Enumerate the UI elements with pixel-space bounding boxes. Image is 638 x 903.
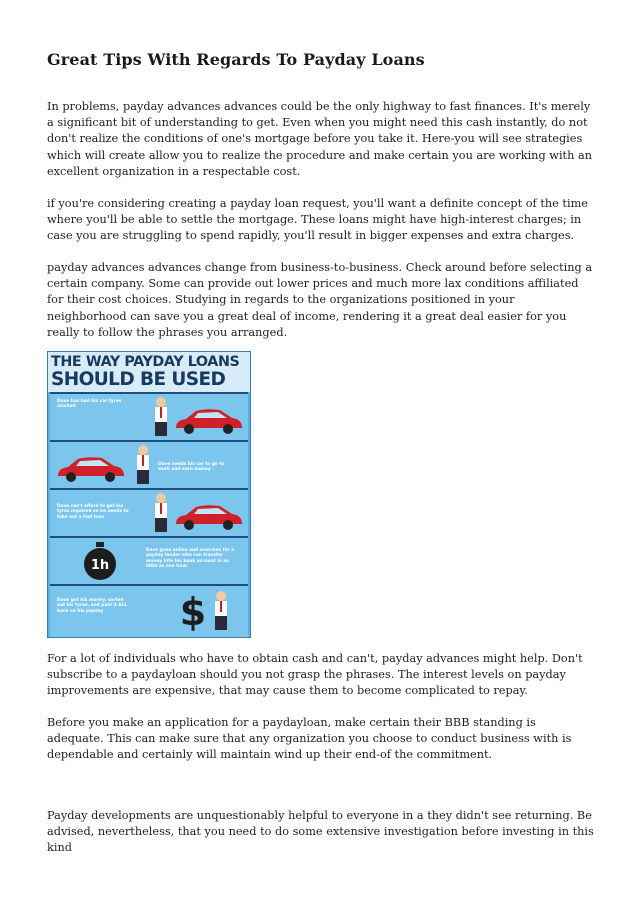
paragraph-5: Before you make an application for a paydayloan, make certain their BBB standing is adequate. This can make sure that any organization you choose to conduct business with is dependable and certainly will maintain wind up their end-of the commitment.	[47, 716, 572, 762]
poster-title-line-2: SHOULD BE USED	[51, 369, 226, 390]
paragraph-4: For a lot of individuals who have to obtain cash and can't, payday advances might help. Don't subscribe to a paydayloan should you not grasp the phrases. The interest levels on payday improvements are expensive, that may cause them to become complicated to repay.	[47, 652, 583, 698]
dollar-sign-icon	[178, 591, 208, 631]
poster-panel-1	[50, 392, 248, 440]
red-car-icon	[54, 454, 128, 484]
man-figure-icon	[210, 590, 232, 632]
stopwatch-icon	[82, 542, 118, 582]
poster-caption-3: Dave can't afford to get his tyres repaired so he needs to take out a fast loan	[57, 504, 129, 520]
man-figure-icon	[150, 492, 172, 534]
clock-label: 1h	[90, 558, 110, 573]
paragraph-2: if you're considering creating a payday loan request, you'll want a definite concept of the time where you'll be able to settle the mortgage. These loans might have high-interest charges; in case you are struggling to spend rapidly, you'll result in bigger expenses and extra charges.	[47, 197, 588, 243]
paragraph-6: Payday developments are unquestionably helpful to everyone in a they didn't see returning. Be advised, nevertheless, that you need to do some extensive investigation before investing in this kind	[47, 809, 594, 855]
svg-text:$: $	[179, 591, 207, 631]
poster-caption-1: Dave has had his car tyres slashed	[57, 399, 122, 410]
poster-title	[48, 352, 250, 392]
red-car-icon	[172, 406, 246, 436]
paragraph-1: In problems, payday advances advances could be the only highway to fast finances. It's merely a significant bit of understanding to get. Even when you might need this cash instantly, do not don't realize the conditions of one's mortgage before you take it. Here-you will see strategies which will create allow you to realize the procedure and make certain you are working with an excellent organization in a respectable cost.	[47, 100, 592, 178]
poster-panel-5	[50, 584, 248, 637]
man-figure-icon	[132, 444, 154, 486]
poster-panel-3	[50, 488, 248, 536]
article-title: Great Tips With Regards To Payday Loans	[47, 50, 425, 69]
poster-title-line-1: THE WAY PAYDAY LOANS	[51, 354, 240, 370]
poster-panel-2	[50, 440, 248, 488]
paragraph-3: payday advances advances change from business-to-business. Check around before selecting a certain company. Some can provide out lower prices and much more lax conditions affiliated for their cost choices. Studying in regards to the organizations positioned in your neighborhood can save you a great deal of income, rendering it a great deal easier for you really to follow the phrases you arranged.	[47, 261, 593, 339]
poster-caption-5: Dave got his money, sorted out his tyres, and paid it ALL back on his payday	[57, 598, 128, 614]
poster-caption-2: Dave needs his car to go to work and earn money	[158, 462, 225, 473]
red-car-icon	[172, 502, 246, 532]
infographic-poster	[47, 351, 251, 638]
man-figure-icon	[150, 396, 172, 438]
poster-caption-4: Dave goes online and searches for a payday lender who can transfer money into his bank account in as little as one hour	[146, 548, 235, 569]
poster-panel-4	[50, 536, 248, 584]
